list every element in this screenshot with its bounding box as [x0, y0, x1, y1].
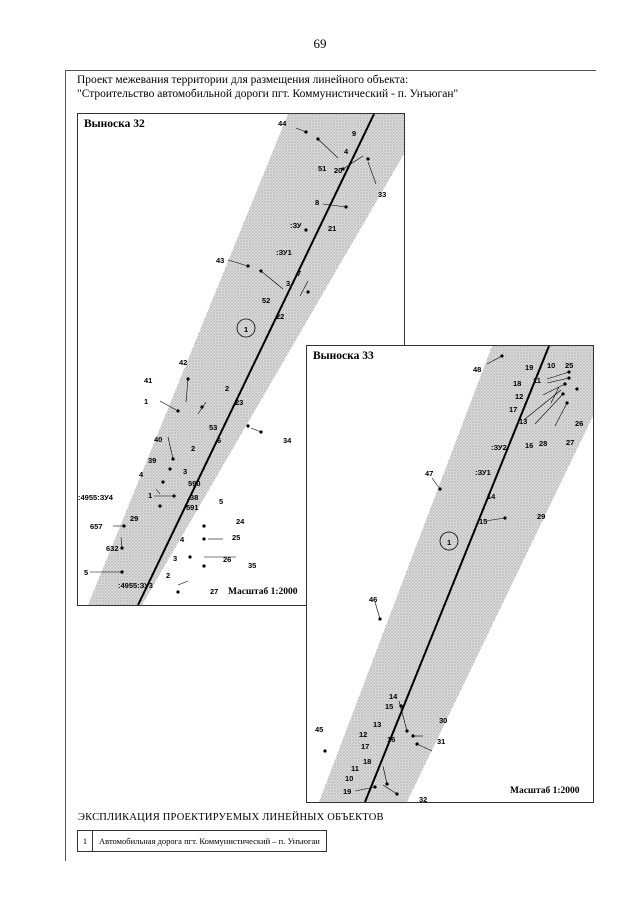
point-label: :4955:ЗУ3 — [118, 581, 153, 590]
point-label: 27 — [566, 438, 575, 447]
point-label: 3 — [173, 554, 178, 563]
point-label: 26 — [575, 419, 584, 428]
point-label: 31 — [437, 737, 446, 746]
point-label: 40 — [154, 435, 163, 444]
point-label: 22 — [276, 312, 285, 321]
callout-33-panel — [306, 345, 594, 803]
point-label: 12 — [359, 730, 368, 739]
road-marker-label: 1 — [244, 325, 249, 334]
document-title — [77, 73, 458, 101]
point-label: 13 — [519, 417, 528, 426]
point-label: 13 — [373, 720, 382, 729]
point-label: 591 — [186, 503, 199, 512]
point-label: 10 — [547, 361, 556, 370]
point-label: 43 — [216, 256, 225, 265]
point-label: 6 — [217, 436, 222, 445]
point-label: 657 — [90, 522, 103, 531]
point-label: 35 — [248, 561, 257, 570]
point-label: 29 — [537, 512, 546, 521]
point-label: :ЗУ — [290, 221, 302, 230]
point-label: 16 — [387, 735, 396, 744]
point-label: 4 — [180, 535, 185, 544]
point-label: 17 — [509, 405, 518, 414]
point-label: 5 — [219, 497, 224, 506]
point-label: 11 — [533, 376, 541, 385]
point-label: 29 — [130, 514, 139, 523]
point-label: 15 — [385, 702, 394, 711]
point-label: 48 — [473, 365, 482, 374]
page-number: 69 — [313, 36, 327, 51]
point-label: 3 — [183, 467, 188, 476]
point-label: 51 — [318, 164, 327, 173]
point-label: 17 — [361, 742, 370, 751]
point-label: 10 — [345, 774, 354, 783]
point-label: 8 — [315, 198, 320, 207]
point-label: 18 — [513, 379, 522, 388]
road-marker-label: 1 — [447, 538, 452, 547]
point-label: 4 — [139, 470, 144, 479]
point-label: 34 — [283, 436, 292, 445]
point-label: 16 — [525, 441, 534, 450]
point-label: 41 — [144, 376, 153, 385]
point-label: 27 — [210, 587, 219, 596]
point-label: 24 — [236, 517, 245, 526]
explication-table — [77, 830, 327, 852]
point-label: 1 — [144, 397, 149, 406]
point-label: 14 — [487, 492, 496, 501]
callout-32-title: Выноска 32 — [84, 118, 145, 130]
explication-row-name: Автомобильная дорога пгт. Коммунистический – п. Унъюган — [99, 836, 320, 846]
explication-row-number: 1 — [78, 831, 93, 851]
point-label: 45 — [315, 725, 324, 734]
road-centerline — [365, 346, 549, 802]
point-label: 18 — [363, 757, 372, 766]
point-label: 42 — [179, 358, 188, 367]
point-label: :ЗУ2 — [491, 443, 507, 452]
point-label: 26 — [223, 555, 232, 564]
point-label: 12 — [515, 392, 524, 401]
point-label: 53 — [209, 423, 218, 432]
point-label: 2 — [225, 384, 230, 393]
point-label: 47 — [425, 469, 434, 478]
title-line-1: Проект межевания территории для размещения линейного объекта: — [77, 74, 409, 86]
point-label: 9 — [352, 129, 357, 138]
callout-33-title: Выноска 33 — [313, 350, 374, 362]
title-line-2: "Строительство автомобильной дороги пгт. Коммунистический - п. Унъюган" — [77, 88, 459, 100]
point-label: 1 — [148, 491, 153, 500]
point-label: :ЗУ1 — [475, 468, 491, 477]
point-label: 32 — [419, 795, 428, 802]
point-label: 4 — [344, 147, 349, 156]
point-label: 30 — [439, 716, 448, 725]
point-label: 632 — [106, 544, 119, 553]
point-label: :4955:ЗУ4 — [78, 493, 113, 502]
point-label: :ЗУ1 — [276, 248, 292, 257]
point-label: 2 — [191, 444, 196, 453]
point-label: 52 — [262, 296, 271, 305]
point-label: 15 — [479, 517, 488, 526]
point-label: 2 — [166, 571, 171, 580]
point-label: 39 — [148, 456, 157, 465]
point-label: 590 — [188, 479, 201, 488]
point-label: 20 — [334, 166, 343, 175]
point-label: 11 — [351, 764, 359, 773]
point-label: 33 — [378, 190, 387, 199]
point-label: 25 — [232, 533, 241, 542]
point-label: 25 — [565, 361, 574, 370]
callout-33-scale: Масштаб 1:2000 — [510, 786, 580, 796]
point-label: 44 — [278, 119, 287, 128]
callout-32-scale: Масштаб 1:2000 — [228, 587, 298, 597]
point-label: 23 — [235, 398, 244, 407]
explication-heading: ЭКСПЛИКАЦИЯ ПРОЕКТИРУЕМЫХ ЛИНЕЙНЫХ ОБЪЕКТОВ — [78, 812, 384, 823]
point-label: 3 — [286, 279, 291, 288]
point-label: 5 — [84, 568, 89, 577]
point-label: 21 — [328, 224, 337, 233]
point-label: 14 — [389, 692, 398, 701]
point-label: 7 — [297, 269, 302, 278]
point-label: 46 — [369, 595, 378, 604]
point-label: 19 — [525, 363, 534, 372]
point-label: 19 — [343, 787, 352, 796]
point-label: 28 — [539, 439, 548, 448]
point-label: 38 — [190, 493, 199, 502]
callout-33-map — [307, 346, 593, 802]
